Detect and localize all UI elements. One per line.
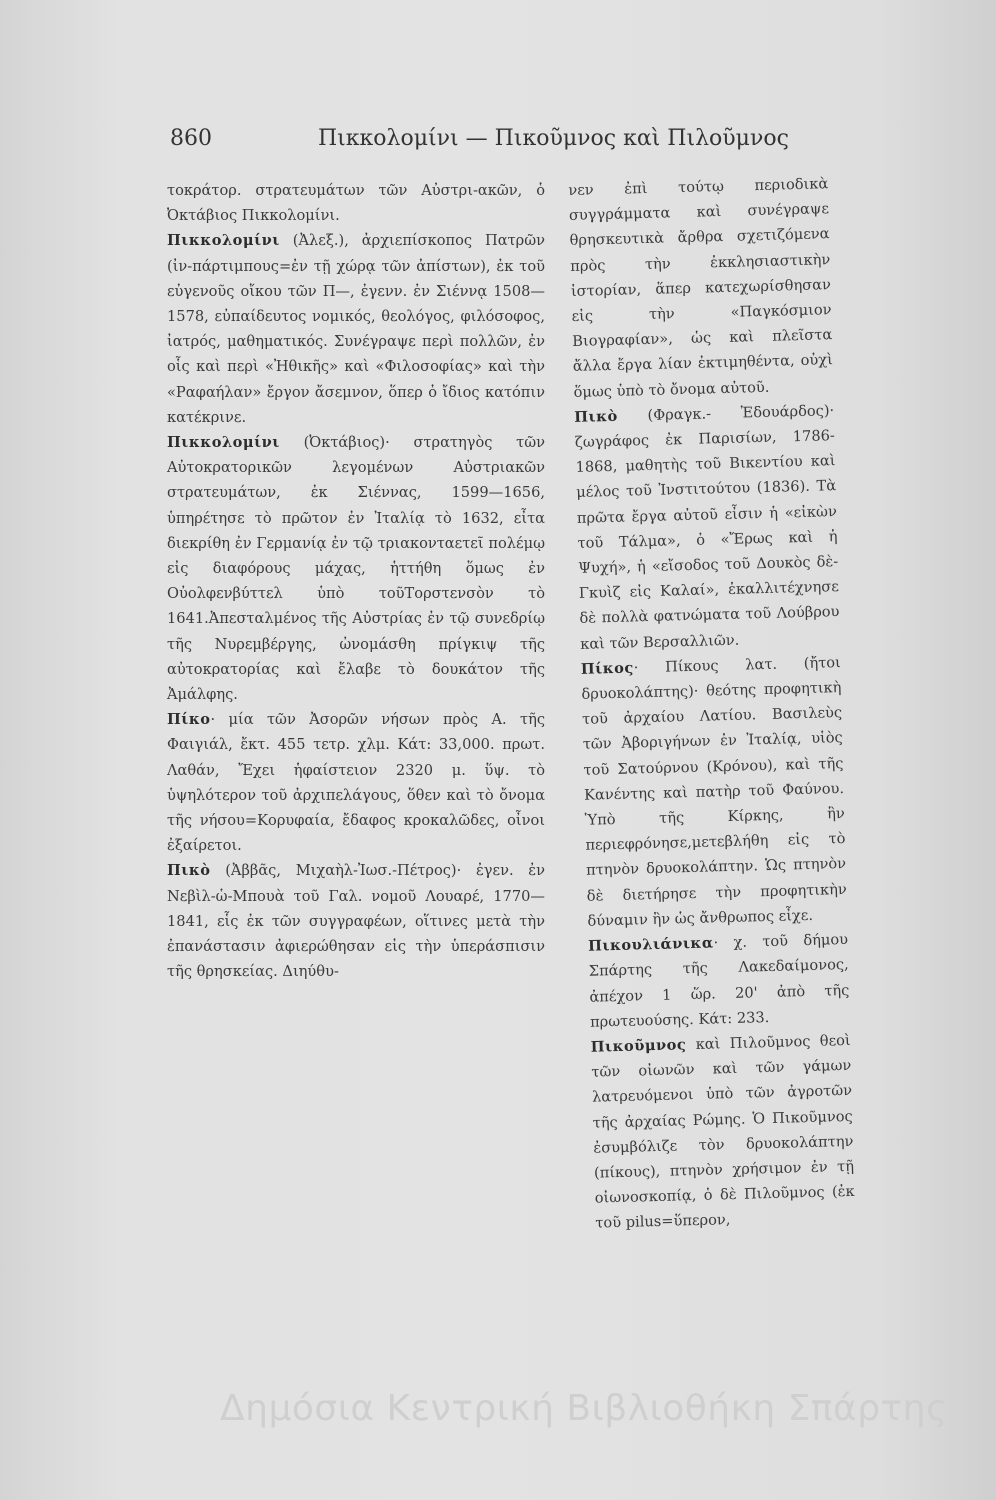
entry-paragraph: [167, 228, 545, 430]
entry-text: καὶ Πιλοῦμνος θεοὶ τῶν οἰωνῶν καὶ τῶν γάμων λατρευόμενοι ὑπὸ τῶν ἀγροτῶν τῆς ἀρχαίας Ρώμης. Ὁ Πικοῦμνος ἐσυμβόλιζε τὸν δρυοκολάπτην (πίκους), πτηνὸν χρήσιμον ἐν τῇ οἰωνοσκοπίᾳ, ὁ δὲ Πιλοῦμνος (ἐκ τοῦ pilus=ὕπερον,: [591, 1031, 855, 1232]
entry-headword: Πίκο: [167, 711, 211, 729]
entry-headword: Πικκολομίνι: [167, 232, 280, 250]
entry-text: (Φραγκ.- Ἐδουάρδος)· ζωγράφος ἐκ Παρισίων, 1786-1868, μαθητὴς τοῦ Βικεντίου καὶ μέλος τοῦ Ἰνστιτούτου (1836). Τὰ πρῶτα ἔργα αὐτοῦ εἶσιν ἡ «εἰκὼν τοῦ Τάλμα», ὁ «Ἔρως καὶ ἡ Ψυχή», ἡ «εἴσοδος τοῦ Δουκὸς δὲ-Γκυὶζ εἰς Καλαί», ἐκαλλιτέχνησε δὲ πολλὰ φατνώματα τοῦ Λούβρου καὶ τῶν Βερσαλλιῶν.: [574, 401, 840, 653]
entry-paragraph: [581, 650, 848, 934]
entry-paragraph: [167, 858, 545, 984]
entry-headword: Πικουλιάνικα: [587, 934, 714, 955]
page-header: [170, 126, 810, 162]
entry-headword: Πικκολομίνι: [167, 434, 280, 452]
entry-text: (Ὀκτάβιος)· στρατηγὸς τῶν Αὐτοκρατορικῶν λεγομένων Αὐστριακῶν στρατευμάτων, ἐκ Σιέννας, 1599—1656, ὑπηρέτησε τὸ πρῶτον ἐν Ἰταλίᾳ τὸ 1632, εἶτα διεκρίθη ἐν Γερμανίᾳ ἐν τῷ τριακονταετεῖ πολέμῳ εἰς διαφόρους μάχας, ἡττήθη ὅμως ἐν Οὐολφενβύττελ ὑπὸ τοῦΤορστενσὸν τὸ 1641.Ἀπεσταλμένος τῆς Αὐστρίας ἐν τῷ συνεδρίῳ τῆς Νυρεμβέργης, ὠνομάσθη πρίγκιψ τῆς αὐτοκρατορίας καὶ ἔλαβε τὸ δουκάτον τῆς Ἀμάλφης.: [167, 434, 545, 704]
entry-paragraph: [588, 927, 851, 1035]
entry-headword: Πίκος: [580, 659, 634, 678]
entry-text: νεν ἐπὶ τούτῳ περιοδικὰ συγγράμματα καὶ συνέγραψε θρησκευτικὰ ἄρθρα σχετιζόμενα πρὸς τὴν ἐκκλησιαστικὴν ἱστορίαν, ἅπερ κατεχωρίσθησαν εἰς τὴν «Παγκόσμιον Βιογραφίαν», ὡς καὶ πλεῖστα ἄλλα ἔργα λίαν ἐκτιμηθέντα, οὐχὶ ὅμως ὑπὸ τὸ ὄνομα αὐτοῦ.: [568, 175, 834, 401]
entry-paragraph: [167, 707, 545, 858]
entry-headword: Πικὸ: [574, 407, 618, 426]
left-column: [167, 178, 545, 985]
entry-headword: Πικὸ: [167, 862, 211, 880]
entry-text: (Ἀββᾶς, Μιχαὴλ-Ἰωσ.-Πέτρος)· ἐγεν. ἐν Νεβὶλ-ὡ-Μπουὰ τοῦ Γαλ. νομοῦ Λουαρέ, 1770—1841, εἷς ἐκ τῶν συγγραφέων, οἵτινες μετὰ τὴν ἐπανάστασιν ἀφιερώθησαν εἰς τὴν ὑπεράσπισιν τῆς θρησκείας. Διηύθυ-: [167, 862, 545, 981]
entry-paragraph: [568, 171, 834, 405]
running-head: Πικκολομίνι — Πικοῦμνος καὶ Πιλοῦμνος: [318, 126, 789, 151]
entry-headword: Πικοῦμνος: [590, 1036, 687, 1056]
entry-text: · Πίκους λατ. (ἤτοι δρυοκολάπτης)· θεότης προφητικὴ τοῦ ἀρχαίου Λατίου. Βασιλεὺς τῶν Ἀβοριγήνων ἐν Ἰταλίᾳ, υἱὸς τοῦ Σατούρνου (Κρόνου), καὶ τῆς Κανέντης καὶ πατὴρ τοῦ Φαύνου. Ὑπὸ τῆς Κίρκης, ἣν περιεφρόνησε,μετεβλήθη εἰς τὸ πτηνὸν δρυοκολάπτην. Ὡς πτηνὸν δὲ διετήρησε τὴν προφητικὴν δύναμιν ἣν ὡς ἄνθρωπος εἶχε.: [581, 653, 847, 930]
entry-paragraph: [574, 398, 841, 657]
entry-paragraph: [167, 178, 545, 228]
entry-text: (Ἀλεξ.), ἀρχιεπίσκοπος Πατρῶν (ἰν-πάρτιμπους=ἐν τῇ χώρᾳ τῶν ἀπίστων), ἐκ τοῦ εὐγενοῦς οἴκου τῶν Π—, ἐγενν. ἐν Σιέννᾳ 1508—1578, εὐπαίδευτος νομικός, θεολόγος, φιλόσοφος, ἰατρός, μαθηματικός. Συνέγραψε περὶ πολλῶν, ἐν οἷς καὶ περὶ «Ἠθικῆς» καὶ «Φιλοσοφίας» καὶ τὴν «Ραφαήλαν» ἔργον ἄσεμνον, ὅπερ ὁ ἴδιος κατόπιν κατέκρινε.: [167, 232, 545, 426]
right-column: [568, 171, 856, 1236]
library-watermark: Δημόσια Κεντρική Βιβλιοθήκη Σπάρτης: [220, 1388, 948, 1429]
entry-text: · χ. τοῦ δήμου Σπάρτης τῆς Λακεδαίμονος, ἀπέχον 1 ὥρ. 20' ἀπὸ τῆς πρωτευούσης. Κάτ: 233.: [588, 931, 850, 1031]
page-number: 860: [170, 126, 212, 151]
entry-text: · μία τῶν Ἀσορῶν νήσων πρὸς Α. τῆς Φαιγιάλ, ἔκτ. 455 τετρ. χλμ. Κάτ: 33,000. πρωτ. Λαθάν, Ἔχει ἡφαίστειον 2320 μ. ὕψ. τὸ ὑψηλότερον τοῦ ἀρχιπελάγους, ὅθεν καὶ τὸ ὄνομα τῆς νήσου=Κορυφαία, ἔδαφος κροκαλῶδες, οἶνοι ἐξαίρετοι.: [167, 711, 545, 855]
entry-paragraph: [167, 430, 545, 707]
entry-paragraph: [590, 1028, 855, 1236]
entry-text: τοκράτορ. στρατευμάτων τῶν Αὐστρι-ακῶν, ὁ Ὀκτάβιος Πικκολομίνι.: [167, 182, 545, 225]
